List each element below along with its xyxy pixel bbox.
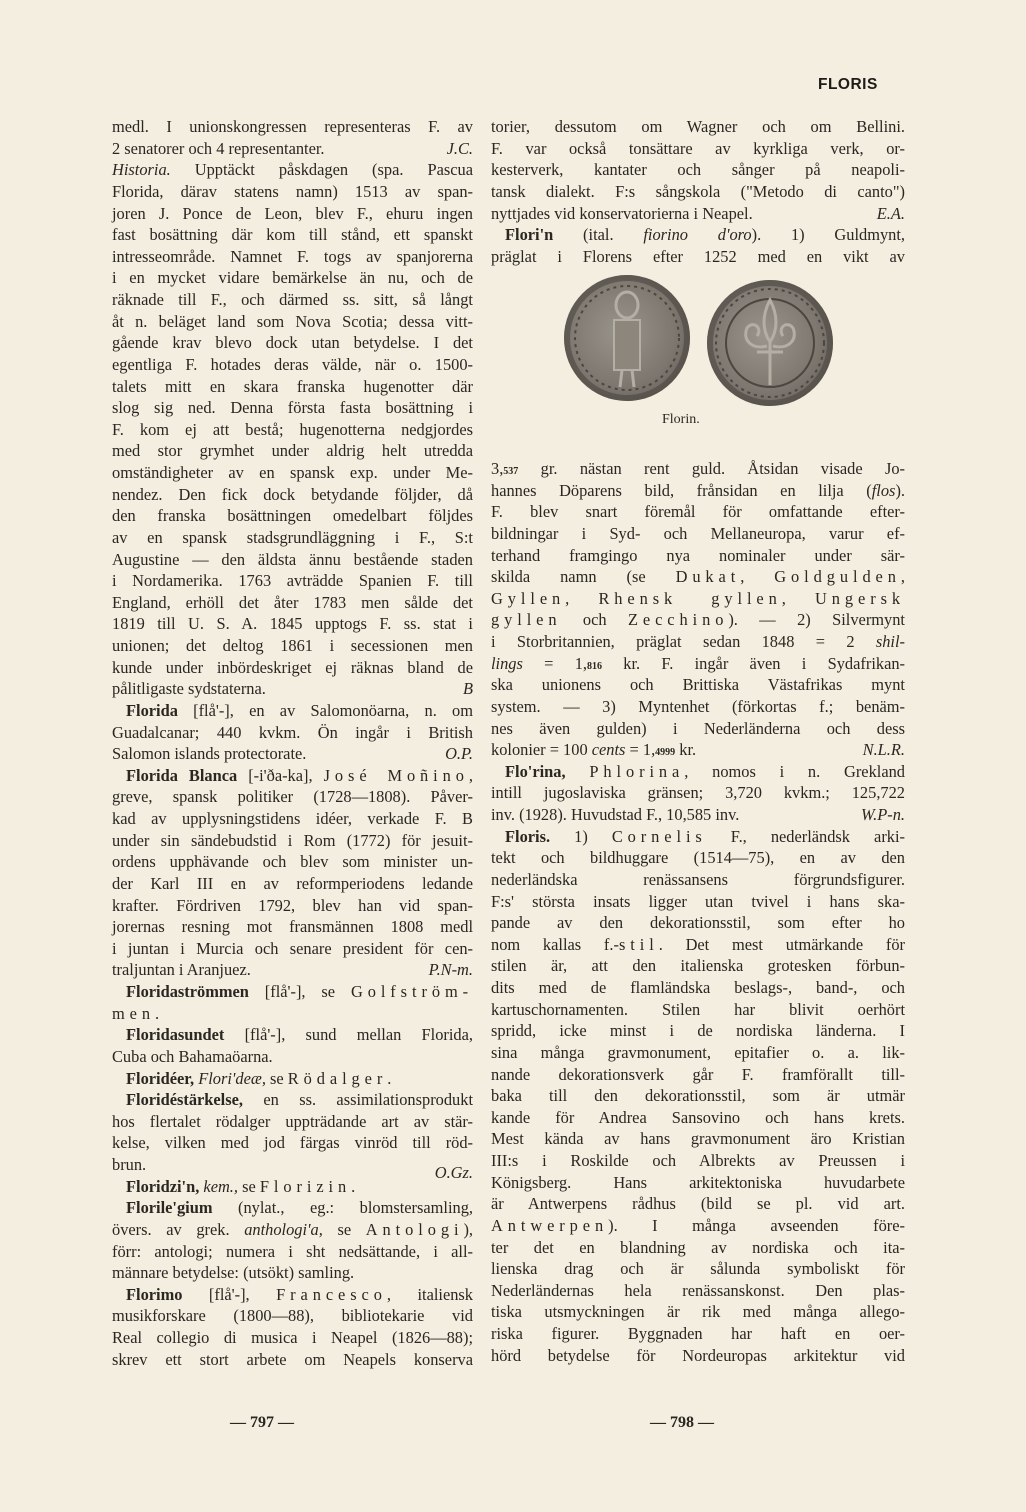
italic-text: lings xyxy=(491,653,523,673)
text-run: i juntan i Murcia och senare president för cen- xyxy=(112,938,473,958)
text-run: i en mycket vidare bemärkelse än nu, och de xyxy=(112,268,473,288)
text-line xyxy=(112,159,473,181)
text-line xyxy=(491,588,905,610)
text-line xyxy=(491,761,905,783)
text-run: pande av den dekorationsstil, som efter ho xyxy=(491,913,905,933)
text-line xyxy=(112,700,473,722)
text-run: nendez. Den fick dock betydande följder, då xyxy=(112,484,473,504)
text-line xyxy=(491,718,905,740)
text-line xyxy=(112,289,473,311)
author-signature: E.A. xyxy=(876,203,905,223)
text-line xyxy=(491,1172,905,1194)
text-run: kesterverk, kantater och sånger på neapoli- xyxy=(491,160,905,180)
small-digits: 4999 xyxy=(655,747,676,759)
text-run: skrev ett stort arbete om Neapels konserva xyxy=(112,1349,473,1369)
text-line xyxy=(491,804,905,826)
text-run: Guadalcanar; 440 kvkm. Ön ingår i British xyxy=(112,722,473,742)
text-run: 3, xyxy=(491,459,504,478)
text-line xyxy=(112,1305,473,1327)
text-run: männare betydelse: (utsökt) samling. xyxy=(112,1263,355,1283)
text-run: jorernas resning mot fransmännen 1808 medl xyxy=(112,917,473,937)
text-run: hörd betydelse för Nordeuropas arkitektur vid xyxy=(491,1345,905,1365)
text-run: , xyxy=(565,588,599,608)
text-line xyxy=(491,1128,905,1150)
text-run: ). xyxy=(895,480,905,500)
text-run: dits med de flamländska beslags-, band-, och xyxy=(491,978,905,997)
text-line xyxy=(491,523,905,545)
text-line xyxy=(112,462,473,484)
text-line xyxy=(112,613,473,635)
text-line xyxy=(491,1345,905,1367)
text-line xyxy=(491,696,905,718)
text-line xyxy=(112,224,473,246)
text-line xyxy=(112,181,473,203)
spaced-name: José Moñino xyxy=(323,765,469,785)
left-column xyxy=(112,116,473,1370)
spaced-name: gyllen xyxy=(491,610,562,630)
text-line xyxy=(112,722,473,744)
text-run: [flå'-], en av Salomonöarna, n. om xyxy=(177,700,473,720)
text-line xyxy=(112,1046,473,1068)
text-line xyxy=(491,912,905,934)
text-run: . xyxy=(351,1176,356,1196)
text-run: ). 1) Guldmynt, xyxy=(751,225,905,245)
text-run: kande för Andrea Sansovino och hans krets. xyxy=(491,1107,905,1127)
italic-text: anthologi'a, xyxy=(244,1219,323,1239)
text-line xyxy=(112,657,473,679)
text-run: Augustine — den äldsta ännu bestående staden xyxy=(112,549,473,569)
text-line xyxy=(112,397,473,419)
headword: Florimo xyxy=(126,1284,183,1304)
spaced-name: Ungersk xyxy=(815,588,906,608)
text-line xyxy=(112,505,473,527)
text-line xyxy=(491,138,905,160)
text-run: F:s' största insats ligger utan tvivel i hans ska- xyxy=(491,891,905,911)
text-run: . xyxy=(387,1068,392,1088)
text-run: [-i'ða-ka], xyxy=(237,765,324,785)
text-line xyxy=(112,1284,473,1306)
text-run: III:s i Roskilde och Albrekts av Preussen i xyxy=(491,1151,905,1170)
text-run: kunde under inbördeskriget ej räknas bland de xyxy=(112,657,473,677)
text-run: ordens upphävande och blev som minister un- xyxy=(112,852,473,872)
text-run: joren J. Ponce de Leon, blev F., ehuru ingen xyxy=(112,203,473,223)
text-line xyxy=(491,631,905,653)
text-run: ). — 2) Silvermynt xyxy=(728,610,905,630)
text-run: av en spansk stadsgrundläggning i F., S:t xyxy=(112,527,473,547)
text-run: F. kom ej att bestå; hugenotterna nedgjordes xyxy=(112,419,473,439)
text-line xyxy=(491,1193,905,1215)
text-line xyxy=(112,916,473,938)
text-run: Real collegio di musica i Neapel (1826—88); xyxy=(112,1328,473,1347)
text-run xyxy=(566,762,590,781)
text-run: , nomos i n. Grekland xyxy=(684,761,905,781)
page-number-right: — 798 — xyxy=(650,1414,714,1431)
text-run: [flå'-], xyxy=(182,1284,277,1304)
text-run: åt n. beläget land som Nova Scotia; dessa vitt- xyxy=(112,311,473,331)
text-line xyxy=(491,891,905,913)
headword: Florile'gium xyxy=(126,1198,213,1218)
spaced-name: Gyllen xyxy=(491,588,566,608)
text-line xyxy=(491,739,905,761)
text-line xyxy=(112,851,473,873)
text-run: nes även gulden) i Nederländerna och dess xyxy=(491,718,905,738)
author-signature: W.P-n. xyxy=(860,805,905,824)
text-line xyxy=(112,1154,473,1182)
italic-text: flos xyxy=(871,480,896,500)
text-line xyxy=(112,1003,473,1025)
text-line xyxy=(112,765,473,787)
text-run: en ss. assimilationsprodukt xyxy=(242,1090,473,1110)
spaced-name: Zecchino xyxy=(627,610,729,630)
text-run: F. blev snart föremål för omfattande efter- xyxy=(491,502,905,522)
text-line xyxy=(491,458,905,480)
text-line xyxy=(112,332,473,354)
text-line xyxy=(491,653,905,675)
headword: Floridaströmmen xyxy=(126,982,249,1001)
text-run: = 1, xyxy=(522,653,587,673)
headword: Florida xyxy=(126,700,178,720)
text-line xyxy=(112,1327,473,1349)
italic-text: kem., xyxy=(203,1176,239,1196)
text-run: i Storbritannien, präglat sedan 1848 = 2 xyxy=(491,632,876,651)
text-run: ). I många avseenden före- xyxy=(608,1215,905,1235)
text-run: kr. F. ingår även i Sydafrikan- xyxy=(602,653,905,673)
text-run: musikforskare (1800—88), bibliotekarie vid xyxy=(112,1306,473,1326)
text-run: egentliga F. hotades deras välde, när o. 1500- xyxy=(112,354,473,374)
spaced-name: Dukat xyxy=(675,567,741,587)
text-run: nederländska renässansens förgrundsfigurer. xyxy=(491,869,905,889)
text-run: tiska utsmyckningen är rik med många allego- xyxy=(491,1302,905,1322)
text-line xyxy=(112,527,473,549)
spaced-name: men xyxy=(112,1003,155,1023)
text-run: räknade till F., och därmed ss. sitt, så långt xyxy=(112,290,473,309)
author-signature: P.N-m. xyxy=(428,960,473,980)
text-line xyxy=(491,246,905,268)
text-run: bildningar i Syd- och Mellaneuropa, varur ef- xyxy=(491,523,905,543)
italic-text: shil- xyxy=(875,632,905,651)
text-line xyxy=(491,224,905,246)
text-run: gående krav blevo dock utan betydelse. I det xyxy=(112,333,473,353)
text-run: och xyxy=(561,610,628,630)
text-line xyxy=(112,484,473,506)
text-run: i Nordamerika. 1763 avträdde Spanien F. till xyxy=(112,571,473,591)
text-line xyxy=(491,566,905,588)
text-run: ter det en blandning av nordiska och ita- xyxy=(491,1237,905,1257)
headword: Floridasundet xyxy=(126,1025,225,1045)
headword: Flori'n xyxy=(505,225,554,245)
text-line xyxy=(491,116,905,138)
text-run: 1) xyxy=(550,826,612,846)
text-run: [flå'-], sund mellan Florida, xyxy=(224,1025,473,1045)
text-run: omständigheter av en spansk exp. under Me- xyxy=(112,463,473,482)
text-line xyxy=(112,267,473,289)
text-line xyxy=(112,873,473,895)
text-line xyxy=(491,1237,905,1259)
text-run: der Karl III en av reformperiodens ledande xyxy=(112,873,473,893)
text-run: . xyxy=(154,1003,160,1023)
text-line xyxy=(491,1150,905,1172)
text-run: [flå'-], se xyxy=(248,982,351,1001)
text-run: hannes Döparens bild, frånsidan en lilja ( xyxy=(491,480,872,500)
text-run: riska figurer. Byggnaden har haft en oer- xyxy=(491,1324,905,1343)
text-run: kad av upplysningstidens idéer, verkade F. B xyxy=(112,809,473,828)
text-run: präglat i Florens efter 1252 med en vikt av xyxy=(491,246,905,266)
spaced-name: Francesco xyxy=(276,1284,387,1304)
text-line xyxy=(112,138,473,160)
text-run: talets mitt en skara franska hugenotter där xyxy=(112,376,473,396)
text-line xyxy=(491,1042,905,1064)
text-line xyxy=(112,1089,473,1111)
figure-caption: Florin. xyxy=(662,412,700,427)
headword: Flo'rina, xyxy=(505,761,566,781)
small-digits: 816 xyxy=(587,660,602,672)
text-line xyxy=(112,570,473,592)
text-line xyxy=(112,1197,473,1219)
text-line xyxy=(491,159,905,181)
text-run: tekt och bildhuggare (1514—75), en av den xyxy=(491,848,905,868)
text-run: se xyxy=(265,1068,288,1088)
text-run: under sin sändebudstid i Rom (1772) för jesuit- xyxy=(112,830,473,850)
italic-text: fiorino d'oro xyxy=(643,225,752,245)
author-signature: N.L.R. xyxy=(862,740,905,760)
text-line xyxy=(491,1107,905,1129)
author-signature: B xyxy=(462,679,473,699)
text-run: baka till den dekorationsstil, som är utmär xyxy=(491,1086,905,1106)
text-run: intresseområde. Namnet F. togs av spanjorerna xyxy=(112,246,473,266)
text-run: terhand framgingo nya nominaler under sär- xyxy=(491,545,905,565)
text-run: med stor grymhet under aldrig helt utredda xyxy=(112,441,473,461)
text-run: torier, dessutom om Wagner och om Bellini. xyxy=(491,117,905,136)
text-run: , xyxy=(740,567,775,587)
text-run: är Antwerpens rådhus (bild se pl. vid art. xyxy=(491,1194,905,1214)
text-line xyxy=(491,1085,905,1107)
text-line xyxy=(112,786,473,808)
spaced-name: Rhensk gyllen xyxy=(598,588,782,608)
text-run: den franska bosättningen omedelbart följdes xyxy=(112,506,473,526)
text-line xyxy=(491,1020,905,1042)
text-line xyxy=(112,743,473,765)
text-run: Florida, därav statens namn) 1513 av span- xyxy=(112,181,473,201)
text-line xyxy=(112,1024,473,1046)
text-line xyxy=(112,1111,473,1133)
text-line xyxy=(491,847,905,869)
text-line xyxy=(112,1068,473,1090)
text-line xyxy=(491,1301,905,1323)
text-run: fast bosättning där kom till stånd, ett spanskt xyxy=(112,225,473,245)
text-run: krafter. Fördriven 1792, blev han vid span- xyxy=(112,895,473,915)
text-run: kr. xyxy=(675,740,697,760)
text-run: greve, spansk politiker (1728—1808). Påver- xyxy=(112,787,473,807)
text-line xyxy=(112,354,473,376)
florin-reverse-image xyxy=(707,280,833,406)
text-run: kelse, vilken med jod färgas vinröd till röd- xyxy=(112,1133,473,1153)
italic-text: cents xyxy=(591,740,626,760)
spaced-name: stil xyxy=(618,934,659,954)
text-line xyxy=(112,808,473,830)
text-line xyxy=(112,440,473,462)
text-run: Mest kända av hans gravmonument äro Kristian xyxy=(491,1129,905,1149)
text-line xyxy=(112,311,473,333)
text-run: kolonier = 100 xyxy=(491,740,592,760)
text-line xyxy=(491,501,905,523)
text-run: Nederländernas hela renässanskonst. Den plas- xyxy=(491,1280,905,1300)
text-run: sina många gravmonument, epitafier o. a. lik- xyxy=(491,1042,905,1062)
text-run: = 1, xyxy=(625,740,656,760)
text-run: unionen; det deltog 1861 i secessionen men xyxy=(112,636,473,655)
text-line xyxy=(491,674,905,696)
text-run: 2 senatorer och 4 representanter. xyxy=(112,138,325,158)
text-run: nande dekorationsverk går F. framförallt till- xyxy=(491,1064,905,1084)
italic-text: Historia. xyxy=(112,160,171,180)
text-run: system. — 3) Myntenhet (förkortas f.; benäm- xyxy=(491,696,905,716)
text-line xyxy=(112,1132,473,1154)
text-line xyxy=(112,1262,473,1284)
text-line xyxy=(112,1241,473,1263)
spaced-name: Rödalger xyxy=(287,1068,388,1088)
text-run: inv. (1928). Huvudstad F., 10,585 inv. xyxy=(491,805,740,824)
spaced-name: Antologi xyxy=(365,1219,464,1239)
text-line xyxy=(112,203,473,225)
text-line xyxy=(112,376,473,398)
text-run: Königsberg. Hans arkitektoniska huvudarbete xyxy=(491,1172,905,1192)
text-run: ), xyxy=(463,1219,473,1239)
text-line xyxy=(491,609,905,631)
spaced-name: Cornelis xyxy=(611,826,707,846)
spaced-name: Antwerpen xyxy=(491,1215,609,1235)
author-signature: O.Gz. xyxy=(434,1163,473,1182)
text-run: nyttjades vid konservatorierna i Neapel. xyxy=(491,203,753,223)
headword: Floridzi'n, xyxy=(126,1176,200,1196)
text-run: medl. I unionskongressen representeras F. av xyxy=(112,117,473,136)
text-run: F. var också tonsättare av kyrkliga verk, or- xyxy=(491,138,905,158)
text-run: lienska drag och är sålunda symboliskt för xyxy=(491,1259,905,1279)
text-line xyxy=(491,977,905,999)
headword: Floris. xyxy=(505,826,551,846)
right-column-bottom xyxy=(491,458,905,1366)
text-run: hos flertalet rödalger uppträdande art av stär- xyxy=(112,1111,473,1131)
text-run: brun. xyxy=(112,1155,147,1174)
text-run: (nylat., eg.: blomstersamling, xyxy=(212,1198,473,1218)
text-line xyxy=(112,419,473,441)
page-number-left: — 797 — xyxy=(230,1414,294,1431)
text-run: F., nederländsk arki- xyxy=(706,826,905,846)
text-line xyxy=(112,1219,473,1241)
text-line xyxy=(112,1176,473,1198)
text-run: gr. nästan rent guld. Åtsidan visade Jo- xyxy=(518,459,905,478)
text-line xyxy=(112,895,473,917)
author-signature: O.P. xyxy=(445,744,473,764)
text-line xyxy=(112,549,473,571)
text-line xyxy=(112,246,473,268)
text-run: traljuntan i Aranjuez. xyxy=(112,960,251,980)
text-run: tansk dialekt. F:s sångskola ("Metodo di canto") xyxy=(491,181,905,201)
spaced-name: Phlorina xyxy=(589,761,685,781)
spaced-name: Florizin xyxy=(259,1176,352,1196)
text-line xyxy=(491,826,905,848)
text-line xyxy=(491,1323,905,1345)
text-run: England, erhöll det åter 1783 men sålde det xyxy=(112,592,473,612)
text-run: , xyxy=(781,588,816,608)
headword: Florida Blanca xyxy=(126,765,238,785)
text-run: 1819 till U. S. A. 1845 upptogs F. ss. stat i xyxy=(112,614,473,634)
text-run: kartuschornamenten. Stilen har blivit oerhört xyxy=(491,999,905,1019)
text-run: slog sig ned. Denna första fasta bosättning i xyxy=(112,398,473,418)
text-line xyxy=(112,830,473,852)
text-run: skilda namn (se xyxy=(491,567,676,587)
text-line xyxy=(112,1349,473,1371)
fleur-de-lis-icon xyxy=(707,280,833,406)
headword: Floridéer, xyxy=(126,1068,195,1088)
text-run: förr: antologi; numera i sht nedsättande, i all- xyxy=(112,1241,473,1261)
text-run: , italiensk xyxy=(386,1284,473,1304)
florin-obverse-image xyxy=(564,275,690,401)
right-column-top xyxy=(491,116,905,267)
text-line xyxy=(491,869,905,891)
text-run: pålitligaste sydstaterna. xyxy=(112,679,266,699)
text-run: Upptäckt påskdagen (spa. Pascua xyxy=(170,160,473,180)
text-line xyxy=(491,999,905,1021)
text-line xyxy=(491,181,905,203)
text-run: stilen är, att den italienska grotesken förbun- xyxy=(491,956,905,976)
text-line xyxy=(491,1258,905,1280)
text-run: , xyxy=(468,765,473,785)
spaced-name: Goldgulden xyxy=(774,567,901,587)
text-run: spridd, icke minst i de nordiska länderna. I xyxy=(491,1021,905,1041)
text-run: , xyxy=(900,567,905,587)
running-head: FLORIS xyxy=(818,76,878,93)
text-run: (ital. xyxy=(553,225,644,245)
spaced-name: Golfström- xyxy=(350,982,473,1001)
headword: Floridéstärkelse, xyxy=(126,1090,243,1110)
text-line xyxy=(491,955,905,977)
text-line xyxy=(112,635,473,657)
text-run: se xyxy=(238,1176,260,1196)
text-line xyxy=(491,1064,905,1086)
text-run: se xyxy=(322,1219,366,1239)
text-run: ska unionens och Brittiska Västafrikas mynt xyxy=(491,675,905,695)
text-line xyxy=(491,782,905,804)
text-line xyxy=(491,1280,905,1302)
small-digits: 537 xyxy=(503,466,519,477)
text-line xyxy=(491,545,905,567)
text-line xyxy=(491,203,905,225)
text-run: intill jugoslaviska gränsen; 3,720 kvkm.; 125,722 xyxy=(491,783,905,803)
text-line xyxy=(112,981,473,1003)
text-run: . Det mest utmärkande för xyxy=(658,934,905,954)
italic-text: Flori'deæ, xyxy=(198,1068,266,1088)
text-line xyxy=(491,934,905,956)
text-line xyxy=(112,678,473,700)
author-signature: J.C. xyxy=(446,138,473,158)
text-run: Salomon islands protectorate. xyxy=(112,744,307,764)
text-line xyxy=(112,959,473,981)
saint-john-figure-icon xyxy=(564,275,690,401)
text-line xyxy=(491,480,905,502)
text-run: övers. av grek. xyxy=(112,1219,245,1239)
text-line xyxy=(112,116,473,138)
text-line xyxy=(112,592,473,614)
text-line xyxy=(112,938,473,960)
text-run: nom kallas f.- xyxy=(491,934,619,954)
text-line xyxy=(491,1215,905,1237)
text-run: Cuba och Bahamaöarna. xyxy=(112,1046,273,1066)
